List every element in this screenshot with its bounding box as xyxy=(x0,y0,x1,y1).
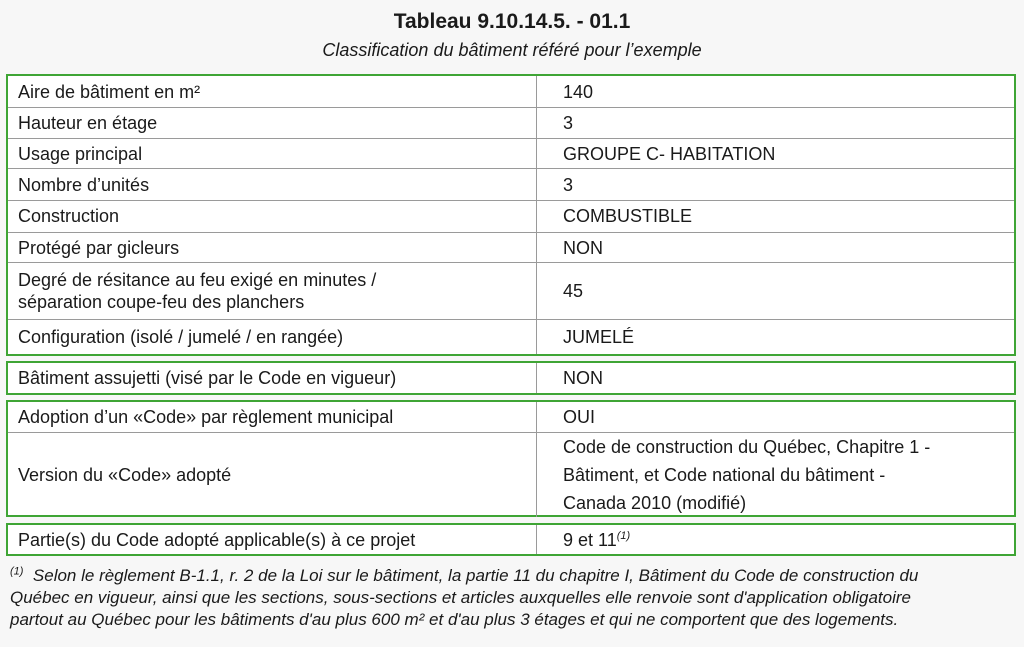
row-label: Bâtiment assujetti (visé par le Code en vigueur) xyxy=(8,363,537,393)
row-value-line: Canada 2010 (modifié) xyxy=(563,492,747,513)
row-value-line: Code de construction du Québec, Chapitre 1 - xyxy=(563,436,931,457)
table-subtitle: Classification du bâtiment référé pour l’exemple xyxy=(322,40,702,60)
table-row xyxy=(8,402,1014,432)
applicable-parts-table xyxy=(6,523,1016,556)
footnote-line: Québec en vigueur, ainsi que les sections, sous-sections et articles auxquelles elle renvoie sont d'application obligatoire xyxy=(10,588,911,607)
footnote xyxy=(10,565,1020,631)
classification-table xyxy=(6,74,1016,356)
footnote-reference: (1) xyxy=(616,529,631,542)
footnote-line xyxy=(10,565,1020,587)
row-label: Aire de bâtiment en m² xyxy=(8,76,537,108)
row-label: Partie(s) du Code adopté applicable(s) à ce projet xyxy=(8,525,537,554)
row-value: 45 xyxy=(537,263,1015,319)
row-label-line: Degré de résitance au feu exigé en minutes / xyxy=(18,270,377,291)
subject-building-table xyxy=(6,361,1016,395)
row-value: JUMELÉ xyxy=(537,319,1015,354)
row-label: Configuration (isolé / jumelé / en rangée) xyxy=(8,319,537,354)
row-value: 3 xyxy=(537,108,1015,139)
row-label: Construction xyxy=(8,201,537,233)
row-label-line: séparation coupe-feu des planchers xyxy=(18,292,305,313)
parts-value: 9 et 11 xyxy=(563,529,617,550)
table-row xyxy=(8,76,1014,108)
table-row xyxy=(8,201,1014,233)
row-value xyxy=(537,432,1015,517)
row-value: 3 xyxy=(537,169,1015,201)
row-value: NON xyxy=(537,232,1015,263)
table-row xyxy=(8,319,1014,354)
footnote-text: Selon le règlement B-1.1, r. 2 de la Loi sur le bâtiment, la partie 11 du chapitre I, Bâtiment du Code de construction du xyxy=(32,566,919,585)
table-title: Tableau 9.10.14.5. - 01.1 xyxy=(393,10,631,33)
footnote-line: partout au Québec pour les bâtiments d'au plus 600 m² et d'au plus 3 étages et qui ne comportent que des logements. xyxy=(10,610,899,629)
code-adoption-table xyxy=(6,400,1016,517)
row-value-line: Bâtiment, et Code national du bâtiment - xyxy=(563,464,886,485)
row-label: Version du «Code» adopté xyxy=(8,432,537,517)
table-row xyxy=(8,525,1014,554)
table-row xyxy=(8,108,1014,139)
row-label: Usage principal xyxy=(8,138,537,169)
table-row xyxy=(8,432,1014,517)
row-value: 140 xyxy=(537,76,1015,108)
table-row xyxy=(8,232,1014,263)
footnote-mark: (1) xyxy=(10,565,24,578)
table-row xyxy=(8,169,1014,201)
row-value: GROUPE C- HABITATION xyxy=(537,138,1015,169)
table-row xyxy=(8,138,1014,169)
row-value: COMBUSTIBLE xyxy=(537,201,1015,233)
table-row xyxy=(8,263,1014,319)
row-label: Adoption d’un «Code» par règlement municipal xyxy=(8,402,537,432)
table-row xyxy=(8,363,1014,393)
row-label: Nombre d’unités xyxy=(8,169,537,201)
row-label: Hauteur en étage xyxy=(8,108,537,139)
row-label: Protégé par gicleurs xyxy=(8,232,537,263)
row-label xyxy=(8,263,537,319)
row-value: OUI xyxy=(537,402,1015,432)
row-value: NON xyxy=(537,363,1015,393)
row-value xyxy=(537,525,1015,554)
